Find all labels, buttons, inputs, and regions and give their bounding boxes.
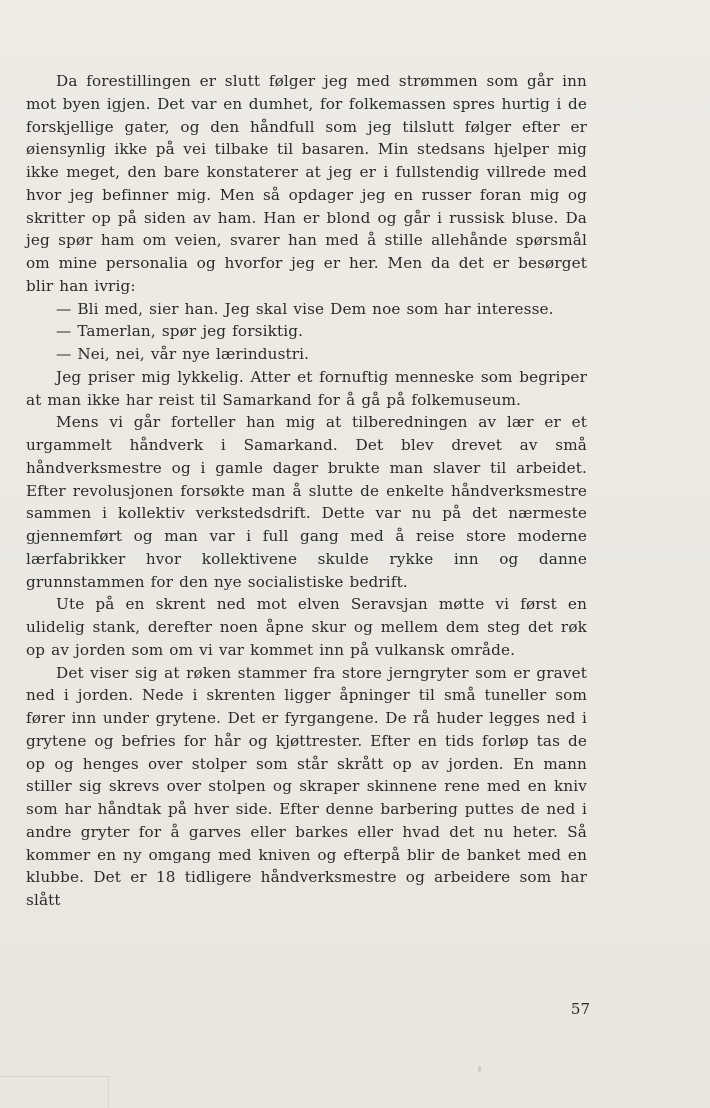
paragraph: Jeg priser mig lykkelig. Atter et fornuftig menneske som begriper at man ikke har reist til Samarkand for å gå på folkemuseum.	[26, 367, 587, 409]
paragraph: — Nei, nei, vår nye lærindustri.	[56, 345, 310, 363]
paragraph: — Bli med, sier han. Jeg skal vise Dem noe som har interesse.	[56, 299, 554, 318]
page-edge-line	[0, 1076, 110, 1077]
paragraph: Det viser sig at røken stammer fra store jerngryter som er gravet ned i jorden. Nede i skrenten ligger åpninger til små tuneller som fører inn under grytene. Det er fyrgangene. De rå huder legges ned i grytene og befries for hår og kjøttrester. Efter en tids forløp tas de op og henges over stolper som står skrått op av jorden. En mann stiller sig skrevs over stolpen og skraper skinnene rene med en kniv som har håndtak på hver side. Efter denne barbering puttes de ned i andre gryter for å garves eller barkes eller hvad det nu heter. Så kommer en ny omgang med kniven og efterpå blir de banket med en klubbe. Det er 18 tidligere håndverksmestre og arbeidere som har slått	[26, 663, 587, 909]
page-edge-tick	[108, 1076, 109, 1108]
body-text	[26, 70, 587, 912]
paragraph: — Tamerlan, spør jeg forsiktig.	[56, 322, 304, 341]
paragraph: Mens vi går forteller han mig at tilberedningen av lær er et urgammelt håndverk i Samarkand. Det blev drevet av små håndverksmestre og i gamle dager brukte man slaver til arbeidet. Efter revolusjonen forsøkte man å slutte de enkelte håndverksmestre sammen i kollektiv verkstedsdrift. Dette var nu på det nærmeste gjennemført og man var i full gang med å reise store moderne lærfabrikker hvor kollektivene skulde rykke inn og danne grunnstammen for den nye socialistiske bedrift.	[26, 413, 587, 591]
paper-speck	[478, 1066, 481, 1072]
page-number: 57	[570, 1000, 590, 1018]
paragraph: Da forestillingen er slutt følger jeg med strømmen som går inn mot byen igjen. Det var en dumhet, for folkemassen spres hurtig i de forskjellige gater, og den håndfull som jeg tilslutt følger efter er øiensynlig ikke på vei tilbake til basaren. Min stedsans hjelper mig ikke meget, den bare konstaterer at jeg er i fullstendig villrede med hvor jeg befinner mig. Men så opdager jeg en russer foran mig og skritter op på siden av ham. Han er blond og går i russisk bluse. Da jeg spør ham om veien, svarer han med å stille allehånde spørsmål om mine personalia og hvorfor jeg er her. Men da det er besørget blir han ivrig:	[26, 72, 587, 295]
paragraph: Ute på en skrent ned mot elven Seravsjan møtte vi først en ulidelig stank, derefter noen åpne skur og mellem dem steg det røk op av jorden som om vi var kommet inn på vulkansk område.	[26, 595, 587, 659]
